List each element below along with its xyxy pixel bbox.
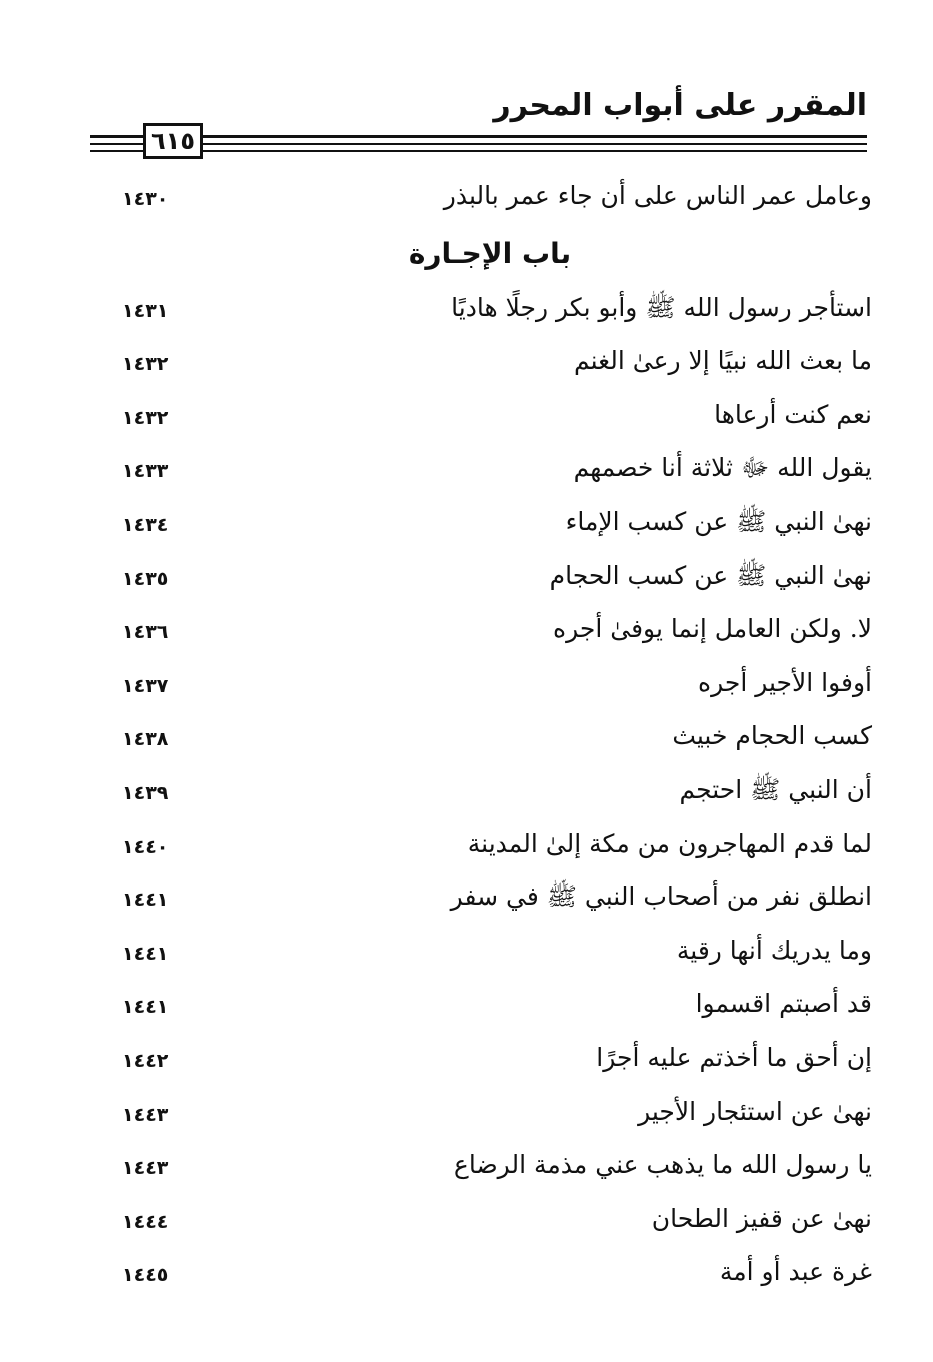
entry-number: ١٤٣٨ <box>122 728 169 751</box>
index-entry <box>100 712 880 766</box>
entry-number: ١٤٤١ <box>122 889 169 912</box>
entry-text: وعامل عمر الناس على أن جاء عمر بالبذر <box>443 181 872 210</box>
header-rule-middle <box>90 143 867 145</box>
entry-number: ١٤٤١ <box>122 996 169 1019</box>
index-entry <box>100 391 880 445</box>
entry-text: نعم كنت أرعاها <box>714 399 872 429</box>
entry-text: وما يدريك أنها رقية <box>676 935 872 965</box>
index-entry <box>100 337 880 391</box>
entry-number: ١٤٤٣ <box>122 1103 169 1126</box>
index-entry <box>100 1141 880 1195</box>
index-entry <box>100 284 880 338</box>
index-entry <box>100 172 880 226</box>
index-entry <box>100 659 880 713</box>
section-heading <box>100 226 880 284</box>
index-entry <box>100 766 880 820</box>
index-list <box>100 172 880 1302</box>
index-entry <box>100 980 880 1034</box>
entry-number: ١٤٣٢ <box>122 353 169 376</box>
index-entry <box>100 927 880 981</box>
entry-number: ١٤٣٦ <box>122 621 169 644</box>
index-entry <box>100 873 880 927</box>
entry-number: ١٤٣٠ <box>122 188 169 210</box>
index-entry <box>100 1034 880 1088</box>
entry-number: ١٤٣٢ <box>122 406 169 429</box>
entry-text: نهىٰ عن استئجار الأجير <box>638 1096 872 1126</box>
entry-number: ١٤٤١ <box>122 942 169 965</box>
header-rule-bottom <box>90 150 867 152</box>
header-rule-top <box>90 135 867 138</box>
entry-text: أوفوا الأجير أجره <box>697 667 872 697</box>
entry-text: أن النبي ﷺ احتجم <box>679 774 872 804</box>
entry-number: ١٤٤٢ <box>122 1049 169 1072</box>
entry-text: نهىٰ النبي ﷺ عن كسب الإماء <box>565 506 872 536</box>
entry-number: ١٤٣٩ <box>122 781 169 804</box>
entry-number: ١٤٣٣ <box>122 460 169 483</box>
entry-number: ١٤٤٣ <box>122 1157 169 1180</box>
entry-text: يقول الله ﷻ ثلاثة أنا خصمهم <box>573 453 872 483</box>
entry-text: يا رسول الله ما يذهب عني مذمة الرضاع <box>453 1150 872 1180</box>
index-entry <box>100 444 880 498</box>
page-number: ٦١٥ <box>143 123 203 159</box>
index-entry <box>100 552 880 606</box>
entry-text: لما قدم المهاجرون من مكة إلىٰ المدينة <box>467 828 872 858</box>
entry-text: ما بعث الله نبيًا إلا رعىٰ الغنم <box>574 346 872 376</box>
entry-text: انطلق نفر من أصحاب النبي ﷺ في سفر <box>450 882 872 912</box>
entry-number: ١٤٤٠ <box>122 835 169 858</box>
running-title: المقرر على أبواب المحرر <box>493 88 867 123</box>
index-entry <box>100 498 880 552</box>
entry-text: كسب الحجام خبيث <box>672 721 872 751</box>
entry-number: ١٤٤٥ <box>122 1264 169 1287</box>
entry-text: إن أحق ما أخذتم عليه أجرًا <box>596 1042 872 1072</box>
entry-text: غرة عبد أو أمة <box>719 1257 872 1287</box>
entry-number: ١٤٣٧ <box>122 674 169 697</box>
entry-text: نهىٰ النبي ﷺ عن كسب الحجام <box>549 560 872 590</box>
index-entry <box>100 1195 880 1249</box>
index-entry <box>100 1088 880 1142</box>
entry-number: ١٤٣٤ <box>122 513 169 536</box>
index-entry <box>100 1248 880 1302</box>
section-title: باب الإجـارة <box>408 236 572 270</box>
index-entry <box>100 605 880 659</box>
entry-number: ١٤٤٤ <box>122 1210 169 1233</box>
entry-number: ١٤٣٥ <box>122 567 169 590</box>
entry-text: قد أصبتم اقسموا <box>695 989 872 1019</box>
entry-text: لا. ولكن العامل إنما يوفىٰ أجره <box>553 614 872 644</box>
entry-text: استأجر رسول الله ﷺ وأبو بكر رجلًا هاديًا <box>451 292 872 322</box>
entry-text: نهىٰ عن قفيز الطحان <box>651 1203 872 1233</box>
entry-number: ١٤٣١ <box>122 299 169 322</box>
index-entry <box>100 820 880 874</box>
